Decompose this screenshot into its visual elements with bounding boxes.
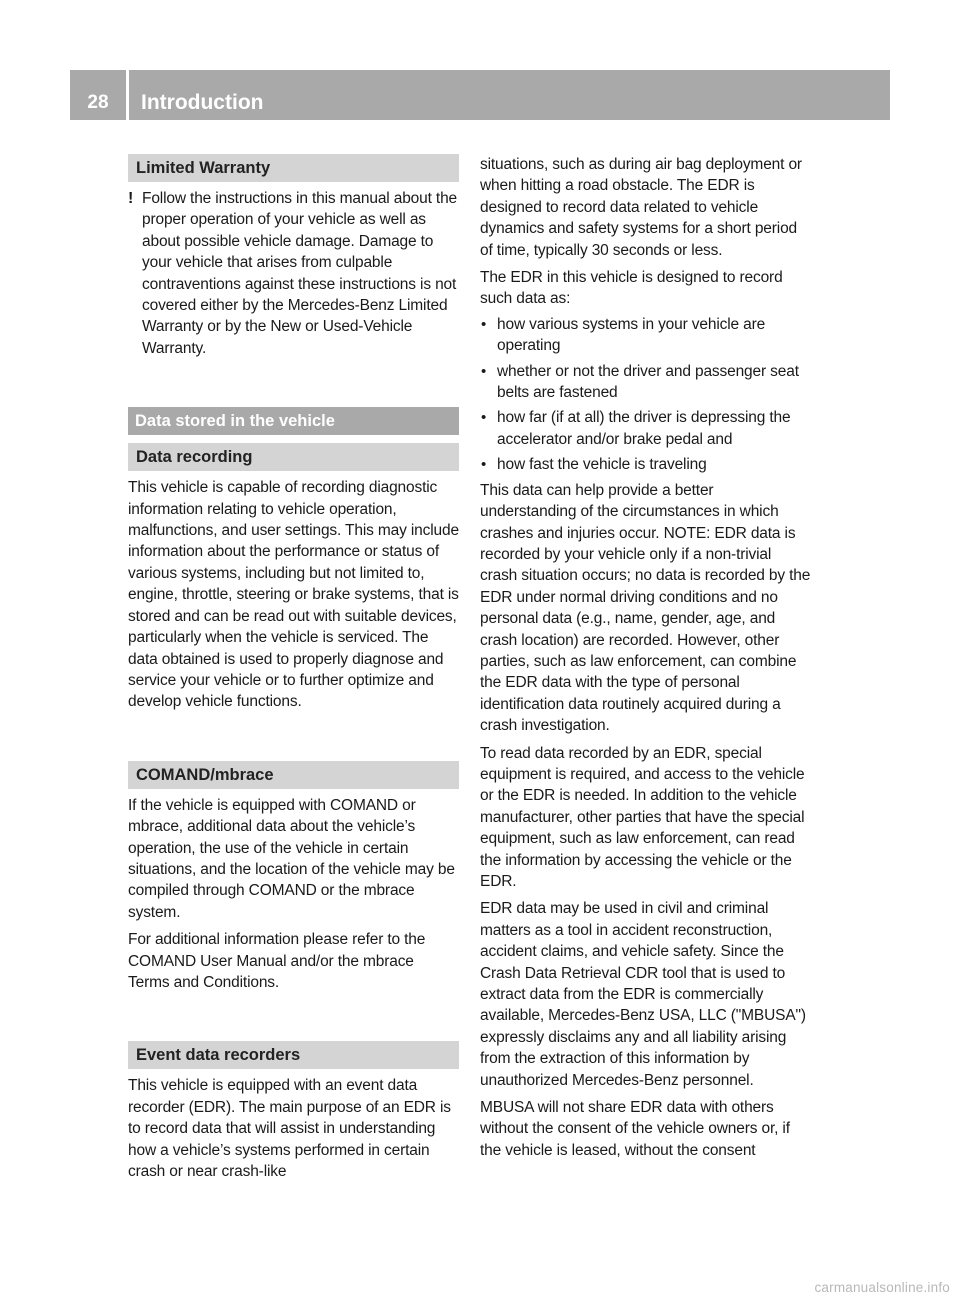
bullet-icon: • bbox=[481, 456, 487, 474]
bullet-icon: • bbox=[481, 362, 487, 380]
header-divider bbox=[126, 70, 129, 120]
comand-text-1: If the vehicle is equipped with COMAND or mbrace, additional data about the vehicle’s operation, the use of the vehicle in certain situations, and the location of the vehicle may be compiled through COMAND or the mbrace system. bbox=[128, 796, 455, 921]
heading-event-data-recorders: Event data recorders bbox=[128, 1041, 459, 1069]
edr-civil-text: EDR data may be used in civil and criminal matters as a tool in accident reconstruction, accident claims, and vehicle safety. Since the Crash Data Retrieval CDR tool that is used to extract data from the EDR is commercially available, Mercedes-Benz USA, LLC ("MBUSA") expressly disclaims any and all liability arising from the extraction of this information by unauthorized Mercedes-Benz personnel. bbox=[480, 900, 806, 1089]
list-item-text: how fast the vehicle is traveling bbox=[497, 456, 707, 474]
bullet-icon: • bbox=[481, 409, 487, 427]
right-column bbox=[480, 154, 812, 1161]
list-item bbox=[480, 314, 812, 357]
list-item bbox=[480, 361, 812, 404]
edr-help-text: This data can help provide a better understanding of the circumstances in which crashes and injuries occur. NOTE: EDR data is recorded by your vehicle only if a non-trivial crash situation occurs; no data is recorded by the EDR under normal driving conditions and no personal data (e.g., name, gender, age, and crash location) are recorded. However, other parties, such as law enforcement, can combine the EDR data with the type of personal identification data routinely acquired during a crash investigation. bbox=[480, 481, 811, 735]
edr-read-text: To read data recorded by an EDR, special equipment is required, and access to the vehicle or the EDR is needed. In addition to the vehicle manufacturer, other parties that have the special equipment, such as law enforcement, can read the information by accessing the vehicle or the EDR. bbox=[480, 744, 805, 890]
edr-continued-text: situations, such as during air bag deployment or when hitting a road obstacle. The EDR is designed to record data related to vehicle dynamics and safety systems for a short period of time, typically 30 seconds or less. bbox=[480, 156, 802, 259]
warranty-note bbox=[128, 188, 459, 359]
watermark: carmanualsonline.info bbox=[814, 1280, 950, 1295]
event-data-text: This vehicle is equipped with an event data recorder (EDR). The main purpose of an EDR is to record data that will assist in understanding how a vehicle’s systems performed in certain crash or near crash-like bbox=[128, 1077, 451, 1180]
list-item bbox=[480, 454, 812, 475]
warning-icon: ! bbox=[128, 190, 134, 207]
edr-bullet-list bbox=[480, 314, 812, 476]
heading-limited-warranty: Limited Warranty bbox=[128, 154, 459, 182]
warranty-note-text: Follow the instructions in this manual about the proper operation of your vehicle as well as about possible vehicle damage. Damage to your vehicle that arises from culpable contraventions against these instructions is not covered either by the Mercedes-Benz Limited Warranty or by the New or Used-Vehicle Warranty. bbox=[142, 190, 458, 357]
chapter-title: Introduction bbox=[141, 91, 264, 114]
data-recording-text: This vehicle is capable of recording diagnostic information relating to vehicle operation, malfunctions, and user settings. This may include information about the performance or status of various systems, including but not limited to, engine, throttle, steering or brake systems, that is stored and can be read out with suitable devices, particularly when the vehicle is serviced. The data obtained is used to properly diagnose and service your vehicle or to further optimize and develop vehicle functions. bbox=[128, 479, 459, 711]
edr-designed-text: The EDR in this vehicle is designed to record such data as: bbox=[480, 269, 783, 308]
list-item-text: how various systems in your vehicle are operating bbox=[497, 315, 766, 355]
edr-share-text: MBUSA will not share EDR data with others without the consent of the vehicle owners or, if the vehicle is leased, without the consent bbox=[480, 1099, 790, 1159]
left-column bbox=[128, 154, 459, 1182]
bullet-icon: • bbox=[481, 315, 487, 333]
comand-text-2: For additional information please refer to the COMAND User Manual and/or the mbrace Terms and Conditions. bbox=[128, 931, 426, 991]
page-number: 28 bbox=[87, 92, 109, 113]
heading-data-stored: Data stored in the vehicle bbox=[128, 407, 459, 435]
heading-data-recording: Data recording bbox=[128, 443, 459, 471]
heading-comand-mbrace: COMAND/mbrace bbox=[128, 761, 459, 789]
list-item-text: whether or not the driver and passenger seat belts are fastened bbox=[497, 362, 799, 402]
list-item-text: how far (if at all) the driver is depressing the accelerator and/or brake pedal and bbox=[497, 409, 791, 448]
list-item bbox=[480, 407, 812, 450]
